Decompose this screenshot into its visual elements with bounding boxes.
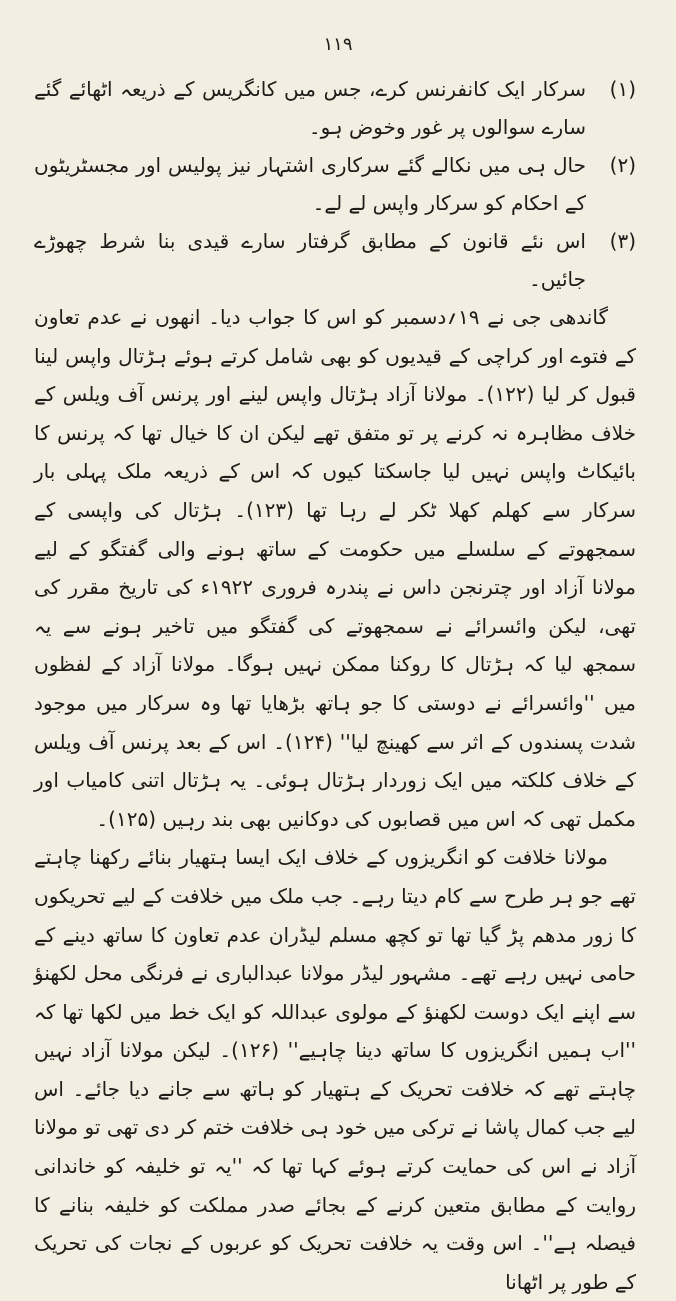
list-item-number: (۳) (609, 229, 636, 253)
list-item-number: (۲) (609, 153, 636, 177)
list-item-text: حال ہی میں نکالے گئے سرکاری اشتہار نیز پولیس اور مجسٹریٹوں کے احکام کو سرکار واپس لے لے۔ (34, 153, 586, 215)
list-item (34, 70, 636, 146)
body-paragraph: مولانا خلافت کو انگریزوں کے خلاف ایک ایسا ہتھیار بنائے رکھنا چاہتے تھے جو ہر طرح سے کام دیتا رہے۔ جب ملک میں خلافت کے لیے تحریکوں کا زور مدھم پڑ گیا تھا تو کچھ مسلم لیڈران عدم تعاون کا ساتھ دینے کے حامی نہیں رہے تھے۔ مشہور لیڈر مولانا عبدالباری نے فرنگی محل لکھنؤ سے اپنے ایک دوست لکھنؤ کے مولوی عبداللہ کو ایک خط میں لکھا تھا کہ ''اب ہمیں انگریزوں کا ساتھ دینا چاہیے'' (۱۲۶)۔ لیکن مولانا آزاد نہیں چاہتے تھے کہ خلافت تحریک کے ہتھیار کو ہاتھ سے جانے دیا جائے۔ اس لیے جب کمال پاشا نے ترکی میں خود ہی خلافت ختم کر دی تھی تو مولانا آزاد نے اس کی حمایت کرتے ہوئے کہا تھا کہ ''یہ تو خلیفہ کو خاندانی روایت کے مطابق متعین کرنے کے بجائے صدر مملکت کو خلیفہ بنانے کا فیصلہ ہے''۔ اس وقت یہ خلافت تحریک کو عربوں کے نجات کی تحریک کے طور پر اٹھانا (34, 845, 637, 1294)
page-content (34, 70, 636, 1301)
list-item-text: سرکار ایک کانفرنس کرے، جس میں کانگریس کے ذریعہ اٹھائے گئے سارے سوالوں پر غور وخوض ہو۔ (34, 77, 586, 139)
page-number: ۱۱۹ (323, 34, 353, 55)
list-item (34, 222, 636, 298)
list-item-number: (۱) (609, 77, 636, 101)
list-item (34, 146, 636, 222)
list-item-text: اس نئے قانون کے مطابق گرفتار سارے قیدی بنا شرط چھوڑے جائیں۔ (34, 229, 586, 291)
body-paragraph: گاندھی جی نے ۱۹؍دسمبر کو اس کا جواب دیا۔ انھوں نے عدم تعاون کے فتوے اور کراچی کے قیدیوں کو بھی شامل کرتے ہوئے ہڑتال واپس لینا قبول کر لیا (۱۲۲)۔ مولانا آزاد ہڑتال واپس لینے اور پرنس آف ویلس کے خلاف مظاہرہ نہ کرنے پر تو متفق تھے لیکن ان کا خیال تھا کہ پرنس کا بائیکاٹ واپس نہیں لیا جاسکتا کیوں کہ اس کے ذریعہ ملک پہلی بار سرکار سے کھلم کھلا ٹکر لے رہا تھا (۱۲۳)۔ ہڑتال کی واپسی کے سمجھوتے کے سلسلے میں حکومت کے ساتھ ہونے والی گفتگو کے لیے مولانا آزاد اور چترنجن داس نے پندرہ فروری ۱۹۲۲ء کی تاریخ مقرر کی تھی، لیکن وائسرائے نے سمجھوتے کی گفتگو میں تاخیر ہونے سے یہ سمجھ لیا کہ ہڑتال کا روکنا ممکن نہیں ہوگا۔ مولانا آزاد کے لفظوں میں ''وائسرائے نے دوستی کا جو ہاتھ بڑھایا تھا وہ سرکار میں موجود شدت پسندوں کے اثر سے کھینچ لیا'' (۱۲۴)۔ اس کے بعد پرنس آف ویلس کے خلاف کلکتہ میں ایک زوردار ہڑتال ہوئی۔ یہ ہڑتال اتنی کامیاب اور مکمل تھی کہ اس میں قصابوں کی دوکانیں بھی بند رہیں (۱۲۵)۔ (34, 305, 637, 831)
